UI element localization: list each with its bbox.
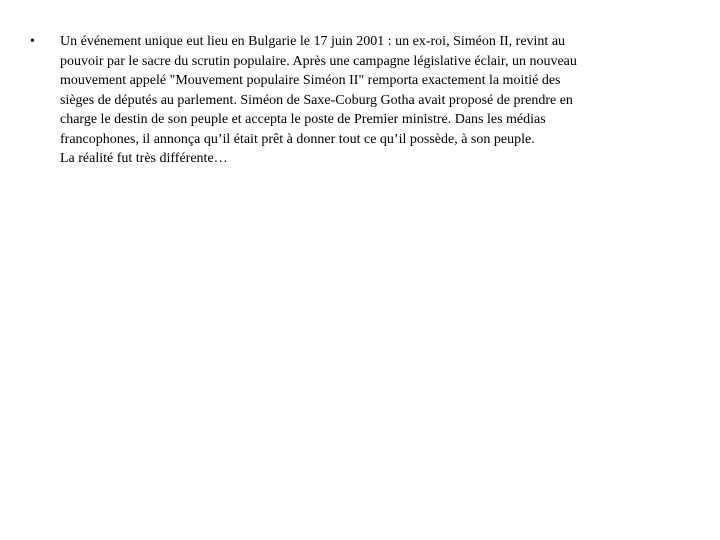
bullet-paragraph [60,32,660,169]
paragraph-line-1: Un événement unique eut lieu en Bulgarie le 17 juin 2001 : un ex-roi, Siméon II, revint au [60,34,566,49]
closing-line: La réalité fut très différente… [60,151,228,166]
paragraph-line-3: mouvement appelé "Mouvement populaire Siméon II" remporta exactement la moitié des [60,73,561,88]
bullet-marker: • [30,34,35,49]
paragraph-line-2: pouvoir par le sacre du scrutin populaire. Après une campagne législative éclair, un nouveau [60,53,577,69]
paragraph-line-4: sièges de députés au parlement. Siméon de Saxe-Coburg Gotha avait proposé de prendre en [60,92,573,108]
paragraph-line-5: charge le destin de son peuple et accepta le poste de Premier ministre. Dans les médias [60,112,546,127]
paragraph-line-6: francophones, il annonça qu’il était prêt à donner tout ce qu’il possède, à son peuple. [60,131,535,147]
